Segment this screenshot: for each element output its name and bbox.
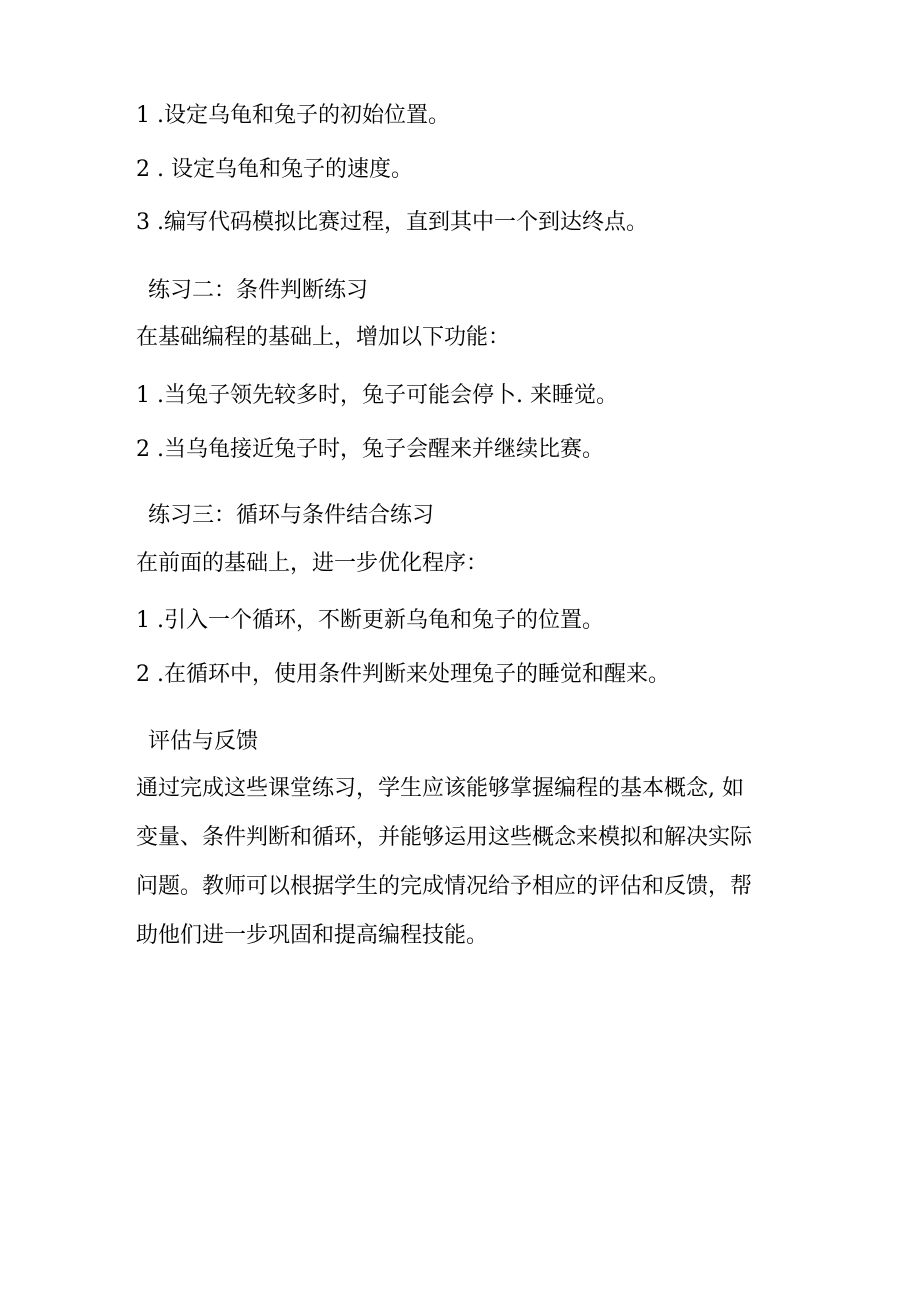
exercise1-step-2: 2 . 设定乌龟和兔子的速度。 <box>136 157 413 182</box>
exercise3-heading: 练习三：循环与条件结合练习 <box>148 503 435 528</box>
exercise3-step-1: 1 .引入一个循环，不断更新乌龟和兔子的位置。 <box>136 608 604 633</box>
evaluation-paragraph-line-1: 通过完成这些课堂练习，学生应该能够掌握编程的基本概念, 如 <box>136 776 744 801</box>
exercise2-heading: 练习二：条件判断练习 <box>148 278 369 303</box>
exercise3-intro: 在前面的基础上，进一步优化程序： <box>136 551 489 576</box>
evaluation-paragraph-line-3: 问题。教师可以根据学生的完成情况给予相应的评估和反馈，帮 <box>136 874 753 899</box>
exercise1-step-1: 1 .设定乌龟和兔子的初始位置。 <box>136 103 450 128</box>
evaluation-heading: 评估与反馈 <box>148 729 259 754</box>
exercise2-step-2: 2 .当乌龟接近兔子时，兔子会醒来并继续比赛。 <box>136 437 604 462</box>
exercise3-step-2: 2 .在循环中，使用条件判断来处理兔子的睡觉和醒来。 <box>136 662 670 687</box>
exercise2-intro: 在基础编程的基础上，增加以下功能： <box>136 325 511 350</box>
evaluation-paragraph-line-4: 助他们进一步巩固和提高编程技能。 <box>136 923 489 948</box>
exercise2-step-1: 1 .当兔子领先较多时，兔子可能会停卜. 来睡觉。 <box>136 383 618 408</box>
evaluation-paragraph-line-2: 变量、条件判断和循环，并能够运用这些概念来模拟和解决实际 <box>136 825 753 850</box>
exercise1-step-3: 3 .编写代码模拟比赛过程，直到其中一个到达终点。 <box>136 210 648 235</box>
